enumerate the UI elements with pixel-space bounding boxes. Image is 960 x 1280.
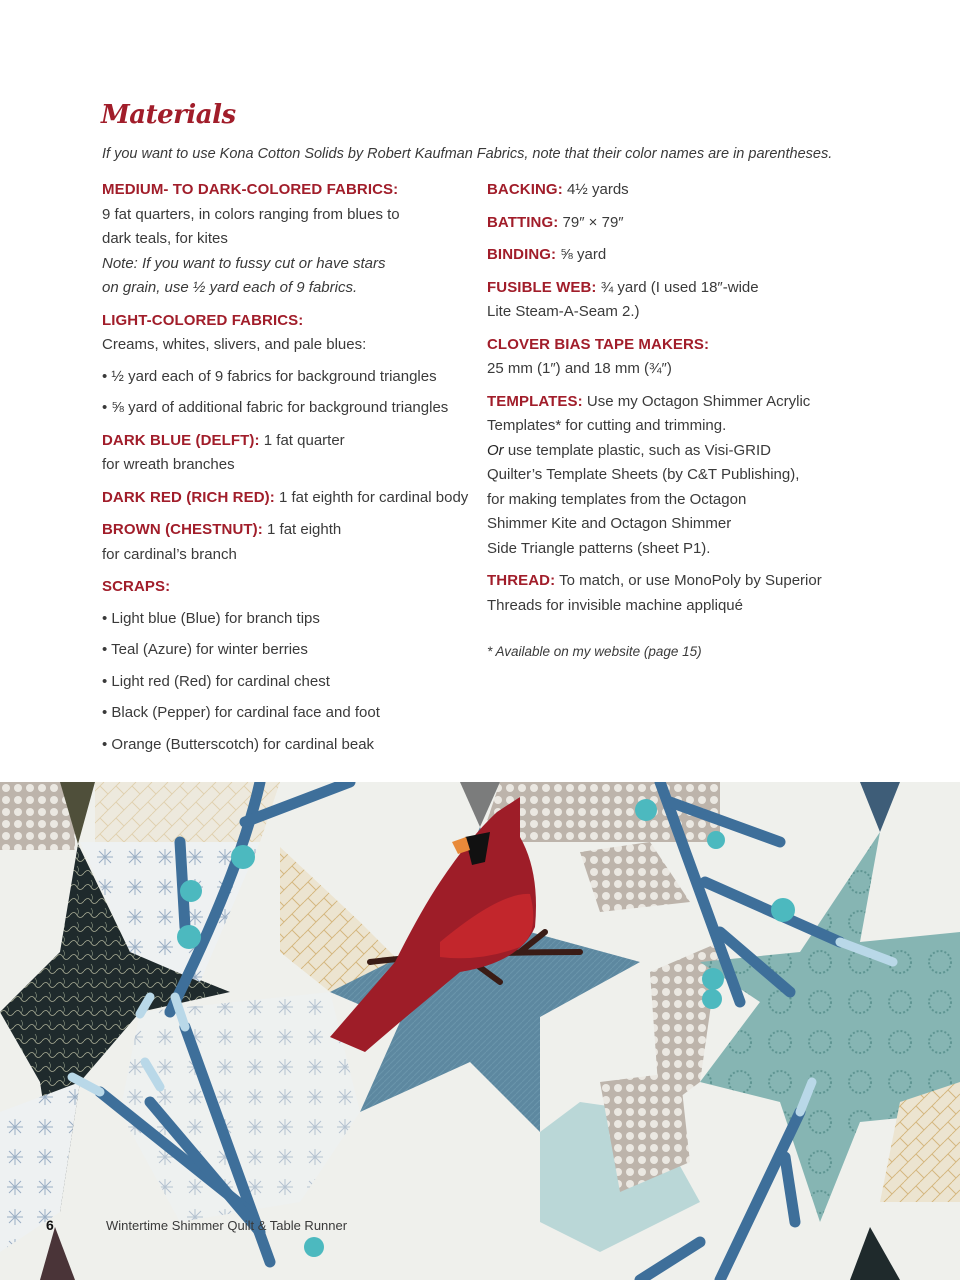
list-item: • Orange (Butterscotch) for cardinal beak (102, 735, 375, 753)
list-item: • Black (Pepper) for cardinal face and foot (102, 704, 380, 721)
footnote: * Available on my website (page 15) (487, 644, 702, 659)
entry-value: 1 fat eighth (262, 521, 342, 538)
entry-label: LIGHT-COLORED FABRICS: (102, 311, 304, 329)
medium-dark-fabrics-entry (102, 178, 472, 301)
entry-value: ¾ yard (I used 18″-wide (596, 278, 759, 296)
batting-entry (487, 211, 847, 236)
entry-text: Creams, whites, slivers, and pale blues: (102, 336, 367, 353)
entry-label: DARK BLUE (DELFT): (102, 431, 260, 449)
templates-entry (487, 390, 847, 562)
clover-bias-entry (487, 333, 847, 382)
entry-text: for cardinal’s branch (102, 545, 237, 563)
dark-red-entry (102, 486, 472, 511)
page-title: Materials (101, 100, 236, 130)
intro-text: If you want to use Kona Cotton Solids by Robert Kaufman Fabrics, note that their color names are in parentheses. (102, 146, 833, 162)
entry-label: CLOVER BIAS TAPE MAKERS: (487, 335, 710, 353)
entry-value: ⅝ yard (556, 246, 607, 263)
thread-entry (487, 569, 847, 618)
entry-label: BINDING: (487, 246, 557, 263)
list-item: • ⅝ yard of additional fabric for background triangles (102, 399, 449, 416)
materials-left-column (102, 178, 472, 765)
running-title: Wintertime Shimmer Quilt & Table Runner (106, 1218, 348, 1233)
entry-text: Shimmer Kite and Octagon Shimmer (487, 515, 732, 532)
entry-value: Use my Octagon Shimmer Acrylic (582, 392, 811, 410)
entry-label: BACKING: (487, 181, 563, 198)
brown-entry (102, 518, 472, 567)
entry-label: DARK RED (RICH RED): (102, 488, 275, 506)
entry-label: FUSIBLE WEB: (487, 278, 597, 296)
backing-entry (487, 178, 847, 203)
entry-text: Side Triangle patterns (sheet P1). (487, 539, 711, 557)
entry-note: Note: If you want to fussy cut or have stars (102, 254, 386, 272)
entry-label: SCRAPS: (102, 578, 171, 595)
list-item: • ½ yard each of 9 fabrics for background triangles (102, 367, 437, 385)
entry-note: on grain, use ½ yard each of 9 fabrics. (102, 279, 358, 296)
page-footer (0, 1214, 960, 1238)
entry-text: use template plastic, such as Visi-GRID (503, 441, 771, 459)
binding-entry (487, 243, 847, 268)
entry-text: Lite Steam-A-Seam 2.) (487, 303, 640, 320)
entry-value: To match, or use MonoPoly by Superior (555, 572, 822, 589)
list-item: • Light red (Red) for cardinal chest (102, 672, 330, 690)
fusible-web-entry (487, 276, 847, 325)
entry-text: Threads for invisible machine appliqué (487, 596, 743, 614)
list-item: • Light blue (Blue) for branch tips (102, 609, 320, 627)
entry-text: 9 fat quarters, in colors ranging from blues to (102, 205, 400, 223)
entry-value: 1 fat quarter (259, 431, 345, 449)
entry-label: BATTING: (487, 213, 559, 231)
entry-label: TEMPLATES: (487, 392, 583, 410)
entry-label: MEDIUM- TO DARK-COLORED FABRICS: (102, 181, 399, 198)
entry-text: Quilter’s Template Sheets (by C&T Publishing), (487, 466, 800, 483)
entry-label: BROWN (CHESTNUT): (102, 521, 263, 538)
entry-text: dark teals, for kites (102, 230, 228, 247)
dark-blue-entry (102, 429, 472, 478)
quilt-photo (0, 782, 960, 1280)
materials-right-column (487, 178, 847, 665)
entry-text: 25 mm (1″) and 18 mm (¾″) (487, 360, 672, 377)
entry-label: THREAD: (487, 572, 556, 589)
page-number: 6 (46, 1217, 54, 1233)
entry-value: 1 fat eighth for cardinal body (274, 488, 469, 506)
entry-text: Templates* for cutting and trimming. (487, 417, 727, 434)
entry-value: 4½ yards (562, 181, 629, 198)
entry-text: for making templates from the Octagon (487, 490, 747, 508)
or-emphasis: Or (487, 441, 504, 459)
list-item: • Teal (Azure) for winter berries (102, 641, 308, 658)
scraps-entry (102, 575, 472, 757)
light-fabrics-entry (102, 309, 472, 421)
entry-value: 79″ × 79″ (558, 213, 624, 231)
entry-text: for wreath branches (102, 456, 235, 473)
